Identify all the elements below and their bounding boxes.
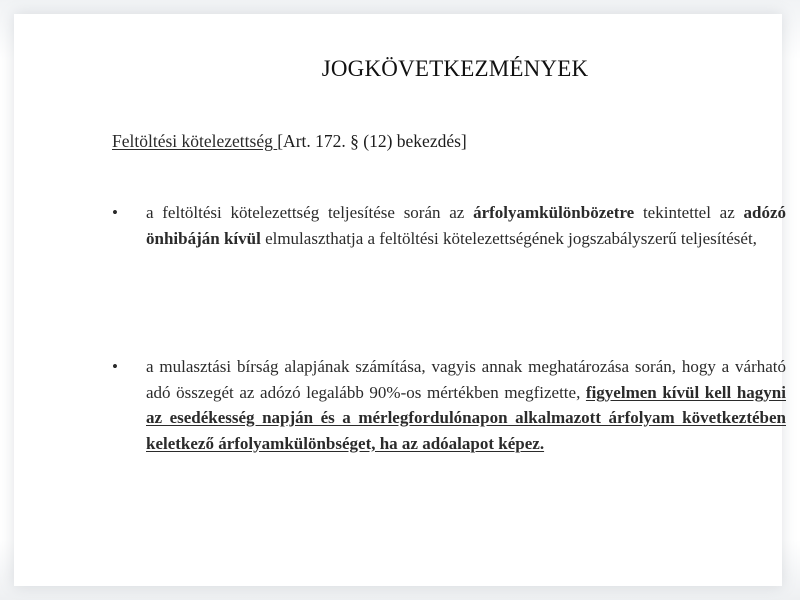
bullet-item-1 xyxy=(112,200,786,251)
bullet1-text-part3: elmulaszthatja a feltöltési kötelezettségének jogszabályszerű teljesítését, xyxy=(260,228,757,248)
legal-reference: [Art. 172. § (12) bekezdés] xyxy=(277,131,467,151)
bullet-item-2 xyxy=(112,354,786,456)
bullet-text-2 xyxy=(146,354,786,456)
bullet-icon: • xyxy=(112,357,118,376)
page-title: JOGKÖVETKEZMÉNYEK xyxy=(321,56,589,81)
bullet-text-1 xyxy=(146,200,786,251)
section-heading xyxy=(112,131,467,152)
bullet1-text-part1: a feltöltési kötelezettség teljesítése során az xyxy=(146,203,474,222)
bullet2-underlined-rule: figyelmen kívül kell hagyni az esedékesség napján és a mérlegfordulónapon alkalmazott árfolyam következtében keletkező árfolyamkülönbséget, ha az adóalapot képez. xyxy=(146,382,786,453)
bullet1-bold-phrase: adózó önhibáján kívül xyxy=(146,203,786,248)
bullet1-bold-term: árfolyamkülönbözetre xyxy=(473,203,635,222)
obligation-term: Feltöltési kötelezettség xyxy=(112,131,278,151)
slide-frame xyxy=(14,14,782,586)
bullet2-text-part1: a mulasztási bírság alapjának számítása, vagyis annak meghatározása során, hogy a várható adó összegét az adózó legalább 90%-os mértékben megfizette, xyxy=(146,357,786,402)
bullet-icon: • xyxy=(112,203,118,222)
bullet1-text-part2: tekintettel az xyxy=(634,203,744,222)
